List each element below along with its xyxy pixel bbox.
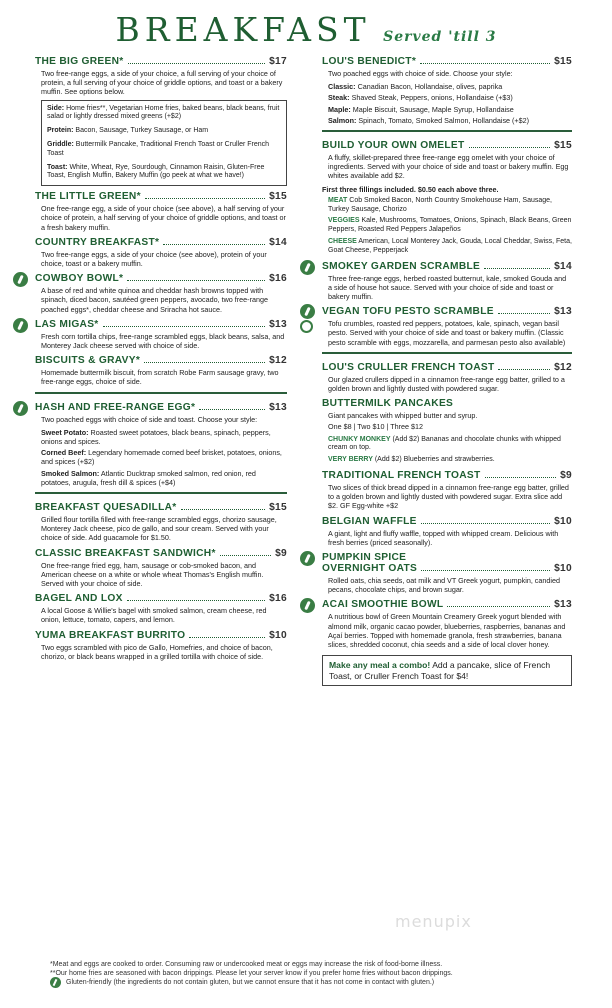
item-description: Three free-range eggs, herbed roasted butternut, kale, smoked Gouda and a side of house hot sauce. Served with your choice of side and toast or bakery muffin. bbox=[328, 273, 567, 302]
item-description: A local Goose & Willie's bagel with smoked salmon, cream cheese, red onion, lettuce, tomato, capers, and lemon. bbox=[41, 606, 267, 625]
item-description: Two free-range eggs, a side of your choice (see above), protein of your choice, toast or a bakery muffin. bbox=[41, 249, 267, 268]
item-price: $10 bbox=[554, 515, 572, 527]
item-name: BAGEL AND LOX bbox=[35, 593, 123, 605]
item-name: LAS MIGAS* bbox=[35, 318, 99, 330]
footnote-raw-eggs: *Meat and eggs are cooked to order. Consuming raw or undercooked meat or eggs may increase the risk of food-borne illness. bbox=[50, 961, 443, 968]
item-description: A fluffy, skillet-prepared three free-range egg omelet with your choice of ingredients. Served with your choice of side and toast or bakery muffin. Egg whites available add $2. bbox=[328, 153, 569, 181]
gluten-free-icon bbox=[13, 401, 28, 416]
item-price: $13 bbox=[554, 599, 572, 611]
section-divider bbox=[35, 392, 287, 394]
pancake-chunky-monkey: CHUNKY MONKEY (Add $2) Bananas and chocolate chunks with whipped cream on top. bbox=[328, 435, 561, 452]
item-description: One free-range fried egg, ham, sausage or cob-smoked bacon, and American cheese on a white or whole wheat Thomas's English muffin. Served with your choice of side. bbox=[41, 560, 264, 589]
menu-item-smokey-scramble bbox=[322, 261, 572, 302]
menu-item-las-migas bbox=[35, 319, 287, 350]
item-name: TRADITIONAL FRENCH TOAST bbox=[322, 470, 481, 482]
item-price: $15 bbox=[554, 140, 572, 152]
section-divider bbox=[35, 492, 287, 494]
item-price: $10 bbox=[269, 629, 287, 641]
item-description: Fresh corn tortilla chips, free-range scrambled eggs, black beans, salsa, and Monterey Jack cheese served with choice of side. bbox=[41, 331, 285, 351]
item-name: COWBOY BOWL* bbox=[35, 273, 124, 285]
gluten-free-icon bbox=[13, 318, 28, 333]
item-description: Giant pancakes with whipped butter and syrup. bbox=[328, 411, 478, 421]
item-name: ACAI SMOOTHIE BOWL bbox=[322, 599, 444, 611]
item-description: Our glazed crullers dipped in a cinnamon free-range egg batter, grilled to a golden brown and lightly dusted with powdered sugar. bbox=[328, 374, 565, 394]
item-description: A nutritious bowl of Green Mountain Creamery Greek yogurt blended with almond milk, organic cacao powder, blueberries, raspberries, bananas and Açaí berries. Topped with homemade granola, fresh strawberries, banana slices, shredded coconut, chia seeds and a side of local clover honey. bbox=[328, 612, 566, 650]
item-price: $12 bbox=[269, 355, 287, 367]
menu-item-hash bbox=[35, 402, 287, 487]
item-description: Rolled oats, chia seeds, oat milk and VT Greek yogurt, pumpkin, candied pecans, chocolate chips, and brown sugar. bbox=[328, 576, 560, 595]
section-divider bbox=[322, 130, 572, 132]
gluten-free-icon bbox=[13, 272, 28, 287]
combo-callout bbox=[322, 655, 572, 686]
hash-style-corned-beef: Corned Beef: Legendary homemade corned beef brisket, potatoes, onions, and spices (+$2) bbox=[41, 448, 282, 467]
item-name: VEGAN TOFU PESTO SCRAMBLE bbox=[322, 306, 494, 318]
section-divider bbox=[322, 352, 572, 354]
item-description: Tofu crumbles, roasted red peppers, potatoes, kale, spinach, vegan basil pesto. Served with your choice of side and toast or bakery muffin. (Classic pesto scramble with eggs, mozzarella, and parmesan pesto also available) bbox=[328, 319, 566, 347]
menu-item-belgian-waffle bbox=[322, 516, 572, 547]
item-description: Two poached eggs with choice of side and toast. Choose your style: bbox=[41, 414, 258, 424]
item-description: A giant, light and fluffy waffle, topped with whipped cream. Delicious with fresh berries (priced seasonally). bbox=[328, 528, 559, 547]
gluten-free-icon bbox=[300, 304, 315, 319]
options-box: Side: Home fries**, Vegetarian Home fries, baked beans, black beans, fruit salad or lightly dressed mixed greens (+$2) Protein: Bacon, Sausage, Turkey Sausage, or Ham Griddle: Buttermilk Pancake, Traditional French Toast or Cruller French Toast Toast: White, Wheat, Rye, Sourdough, Cinnamon Raisin, Gluten-Free Toast, English Muffin, Bakery Muffin (go peek at what we have!) bbox=[41, 100, 287, 187]
menu-item-benedict bbox=[322, 56, 572, 125]
combo-text: Add a pancake, slice of French Toast, or Cruller French Toast for $4! bbox=[329, 660, 551, 681]
item-name: BUILD YOUR OWN OMELET bbox=[322, 140, 465, 152]
item-price: $16 bbox=[269, 273, 287, 285]
footnote-home-fries: **Our home fries are seasoned with bacon drippings. Please let your server know if you prefer home fries without bacon drippings. bbox=[50, 970, 453, 977]
menu-item-cowboy-bowl bbox=[35, 273, 287, 314]
item-price: $13 bbox=[554, 306, 572, 318]
item-name: CLASSIC BREAKFAST SANDWICH* bbox=[35, 547, 216, 559]
page-title: BREAKFAST bbox=[115, 10, 371, 49]
footnote-gluten-friendly: Gluten-friendly (the ingredients do not contain gluten, but we cannot ensure that it has not come in contact with gluten.) bbox=[50, 978, 590, 987]
menu-item-traditional-french-toast bbox=[322, 470, 572, 511]
menu-item-country-breakfast bbox=[35, 237, 287, 268]
item-price: $10 bbox=[554, 563, 572, 575]
item-name: THE LITTLE GREEN* bbox=[35, 191, 141, 203]
item-price: $15 bbox=[269, 191, 287, 203]
omelet-meat: MEAT Cob Smoked Bacon, North Country Smokehouse Ham, Sausage, Turkey Sausage, Chorizo bbox=[328, 196, 552, 213]
item-description: Two eggs scrambled with pico de Gallo, Homefries, and choice of bacon, chorizo, or black beans wrapped in a grilled tortilla with choice of side. bbox=[41, 642, 273, 661]
item-description: Two slices of thick bread dipped in a cinnamon free-range egg batter, grilled to a golden brown and lightly dusted with powdered sugar. Extra slice add $2. GF Egg-white +$2 bbox=[328, 483, 569, 511]
item-price: $12 bbox=[554, 361, 572, 373]
item-name: PUMPKIN SPICE bbox=[322, 552, 407, 564]
footer-notes bbox=[50, 960, 590, 987]
item-price: $13 bbox=[269, 318, 287, 330]
item-price: $14 bbox=[269, 236, 287, 248]
menu-item-omelet bbox=[322, 140, 572, 256]
omelet-fillings-note: First three fillings included. $0.50 each above three. bbox=[322, 184, 499, 194]
benedict-style-maple: Maple: Maple Biscuit, Sausage, Maple Syrup, Hollandaise bbox=[328, 104, 514, 114]
item-description: Two poached eggs with choice of side. Choose your style: bbox=[328, 69, 513, 78]
menu-item-big-green bbox=[35, 56, 287, 186]
watermark: menupix bbox=[395, 912, 472, 931]
item-price: $9 bbox=[275, 547, 287, 559]
item-name: YUMA BREAKFAST BURRITO bbox=[35, 629, 186, 641]
item-name: BUTTERMILK PANCAKES bbox=[322, 398, 454, 410]
item-description: One free-range egg, a side of your choice (see above), a half serving of your choice of protein, a half serving of your choice of griddle options, and toast or a fresh bakery muffin. bbox=[41, 204, 286, 232]
item-price: $9 bbox=[560, 470, 572, 482]
hash-style-smoked-salmon: Smoked Salmon: Atlantic Ducktrap smoked salmon, red onion, red potatoes, arugula, fresh dill & spices (+$4) bbox=[41, 468, 256, 487]
combo-highlight: Make any meal a combo! bbox=[329, 660, 431, 671]
vegan-icon bbox=[300, 320, 313, 333]
menu-item-burrito bbox=[35, 630, 287, 661]
gluten-free-icon bbox=[300, 551, 315, 566]
item-name: HASH AND FREE-RANGE EGG* bbox=[35, 401, 196, 413]
benedict-style-salmon: Salmon: Spinach, Tomato, Smoked Salmon, Hollandaise (+$2) bbox=[328, 115, 530, 125]
left-column bbox=[35, 56, 287, 666]
item-description: Homemade buttermilk biscuit, from scratch Robe Farm sausage gravy, two free-range eggs, choice of side. bbox=[41, 368, 279, 387]
page-subtitle: Served 'till 3 bbox=[383, 29, 497, 45]
item-name: BREAKFAST QUESADILLA* bbox=[35, 502, 177, 514]
item-name: SMOKEY GARDEN SCRAMBLE bbox=[322, 260, 481, 272]
hash-style-sweet-potato: Sweet Potato: Roasted sweet potatoes, black beans, spinach, peppers, onions and spices. bbox=[41, 427, 271, 447]
menu-item-little-green bbox=[35, 191, 287, 232]
item-price: $16 bbox=[269, 593, 287, 605]
item-description: Grilled flour tortilla filled with free-range scrambled eggs, chorizo sausage, Monterey Jack cheese, pico de gallo, and sour cream. Served with your choice of side. Add guacamole for $1.50. bbox=[41, 515, 277, 543]
menu-item-acai-bowl bbox=[322, 599, 572, 649]
menu-item-breakfast-sandwich bbox=[35, 548, 287, 589]
menu-item-bagel-lox bbox=[35, 593, 287, 624]
menu-item-pancakes bbox=[322, 398, 572, 465]
gluten-free-icon bbox=[50, 977, 61, 988]
pancake-prices: One $8 | Two $10 | Three $12 bbox=[328, 422, 423, 432]
item-price: $15 bbox=[554, 56, 572, 67]
gluten-free-icon bbox=[300, 598, 315, 613]
item-description: A base of red and white quinoa and cheddar hash browns topped with spinach, diced bacon, sautéed green peppers, avocado, two free-range poached eggs*, cheddar cheese and Sriracha hot sauce. bbox=[41, 286, 268, 314]
item-name: BELGIAN WAFFLE bbox=[322, 515, 417, 527]
menu-item-quesadilla bbox=[35, 502, 287, 543]
omelet-veggies: VEGGIES Kale, Mushrooms, Tomatoes, Onions, Spinach, Black Beans, Green Peppers, Roasted Red Peppers Jalapeños bbox=[328, 217, 572, 234]
item-name: OVERNIGHT OATS bbox=[322, 563, 418, 575]
item-price: $13 bbox=[269, 401, 287, 413]
item-name: COUNTRY BREAKFAST* bbox=[35, 236, 160, 248]
menu-item-tofu-scramble bbox=[322, 306, 572, 347]
menu-header bbox=[0, 10, 612, 49]
benedict-style-classic: Classic: Canadian Bacon, Hollandaise, olives, paprika bbox=[328, 82, 503, 92]
item-description: Two free-range eggs, a side of your choice, a full serving of your choice of protein, a full serving of your choice of griddle options, and toast or a bakery muffin. See options below. bbox=[41, 69, 283, 97]
item-price: $14 bbox=[554, 260, 572, 272]
benedict-style-steak: Steak: Shaved Steak, Peppers, onions, Hollandaise (+$3) bbox=[328, 93, 513, 103]
item-price: $17 bbox=[269, 56, 287, 67]
item-name: BISCUITS & GRAVY* bbox=[35, 355, 141, 367]
item-name: LOU'S CRULLER FRENCH TOAST bbox=[322, 361, 495, 373]
item-name: THE BIG GREEN* bbox=[35, 56, 124, 67]
menu-item-cruller-french-toast bbox=[322, 362, 572, 393]
gluten-free-icon bbox=[300, 260, 315, 275]
right-column bbox=[322, 56, 572, 686]
item-name: LOU'S BENEDICT* bbox=[322, 56, 417, 67]
item-price: $15 bbox=[269, 502, 287, 514]
pancake-very-berry: VERY BERRY (Add $2) Blueberries and strawberries. bbox=[328, 456, 495, 464]
menu-item-overnight-oats bbox=[322, 552, 572, 594]
menu-item-biscuits-gravy bbox=[35, 355, 287, 386]
omelet-cheese: CHEESE American, Local Monterey Jack, Gouda, Local Cheddar, Swiss, Feta, Goat Cheese, Pepperjack bbox=[328, 238, 572, 254]
